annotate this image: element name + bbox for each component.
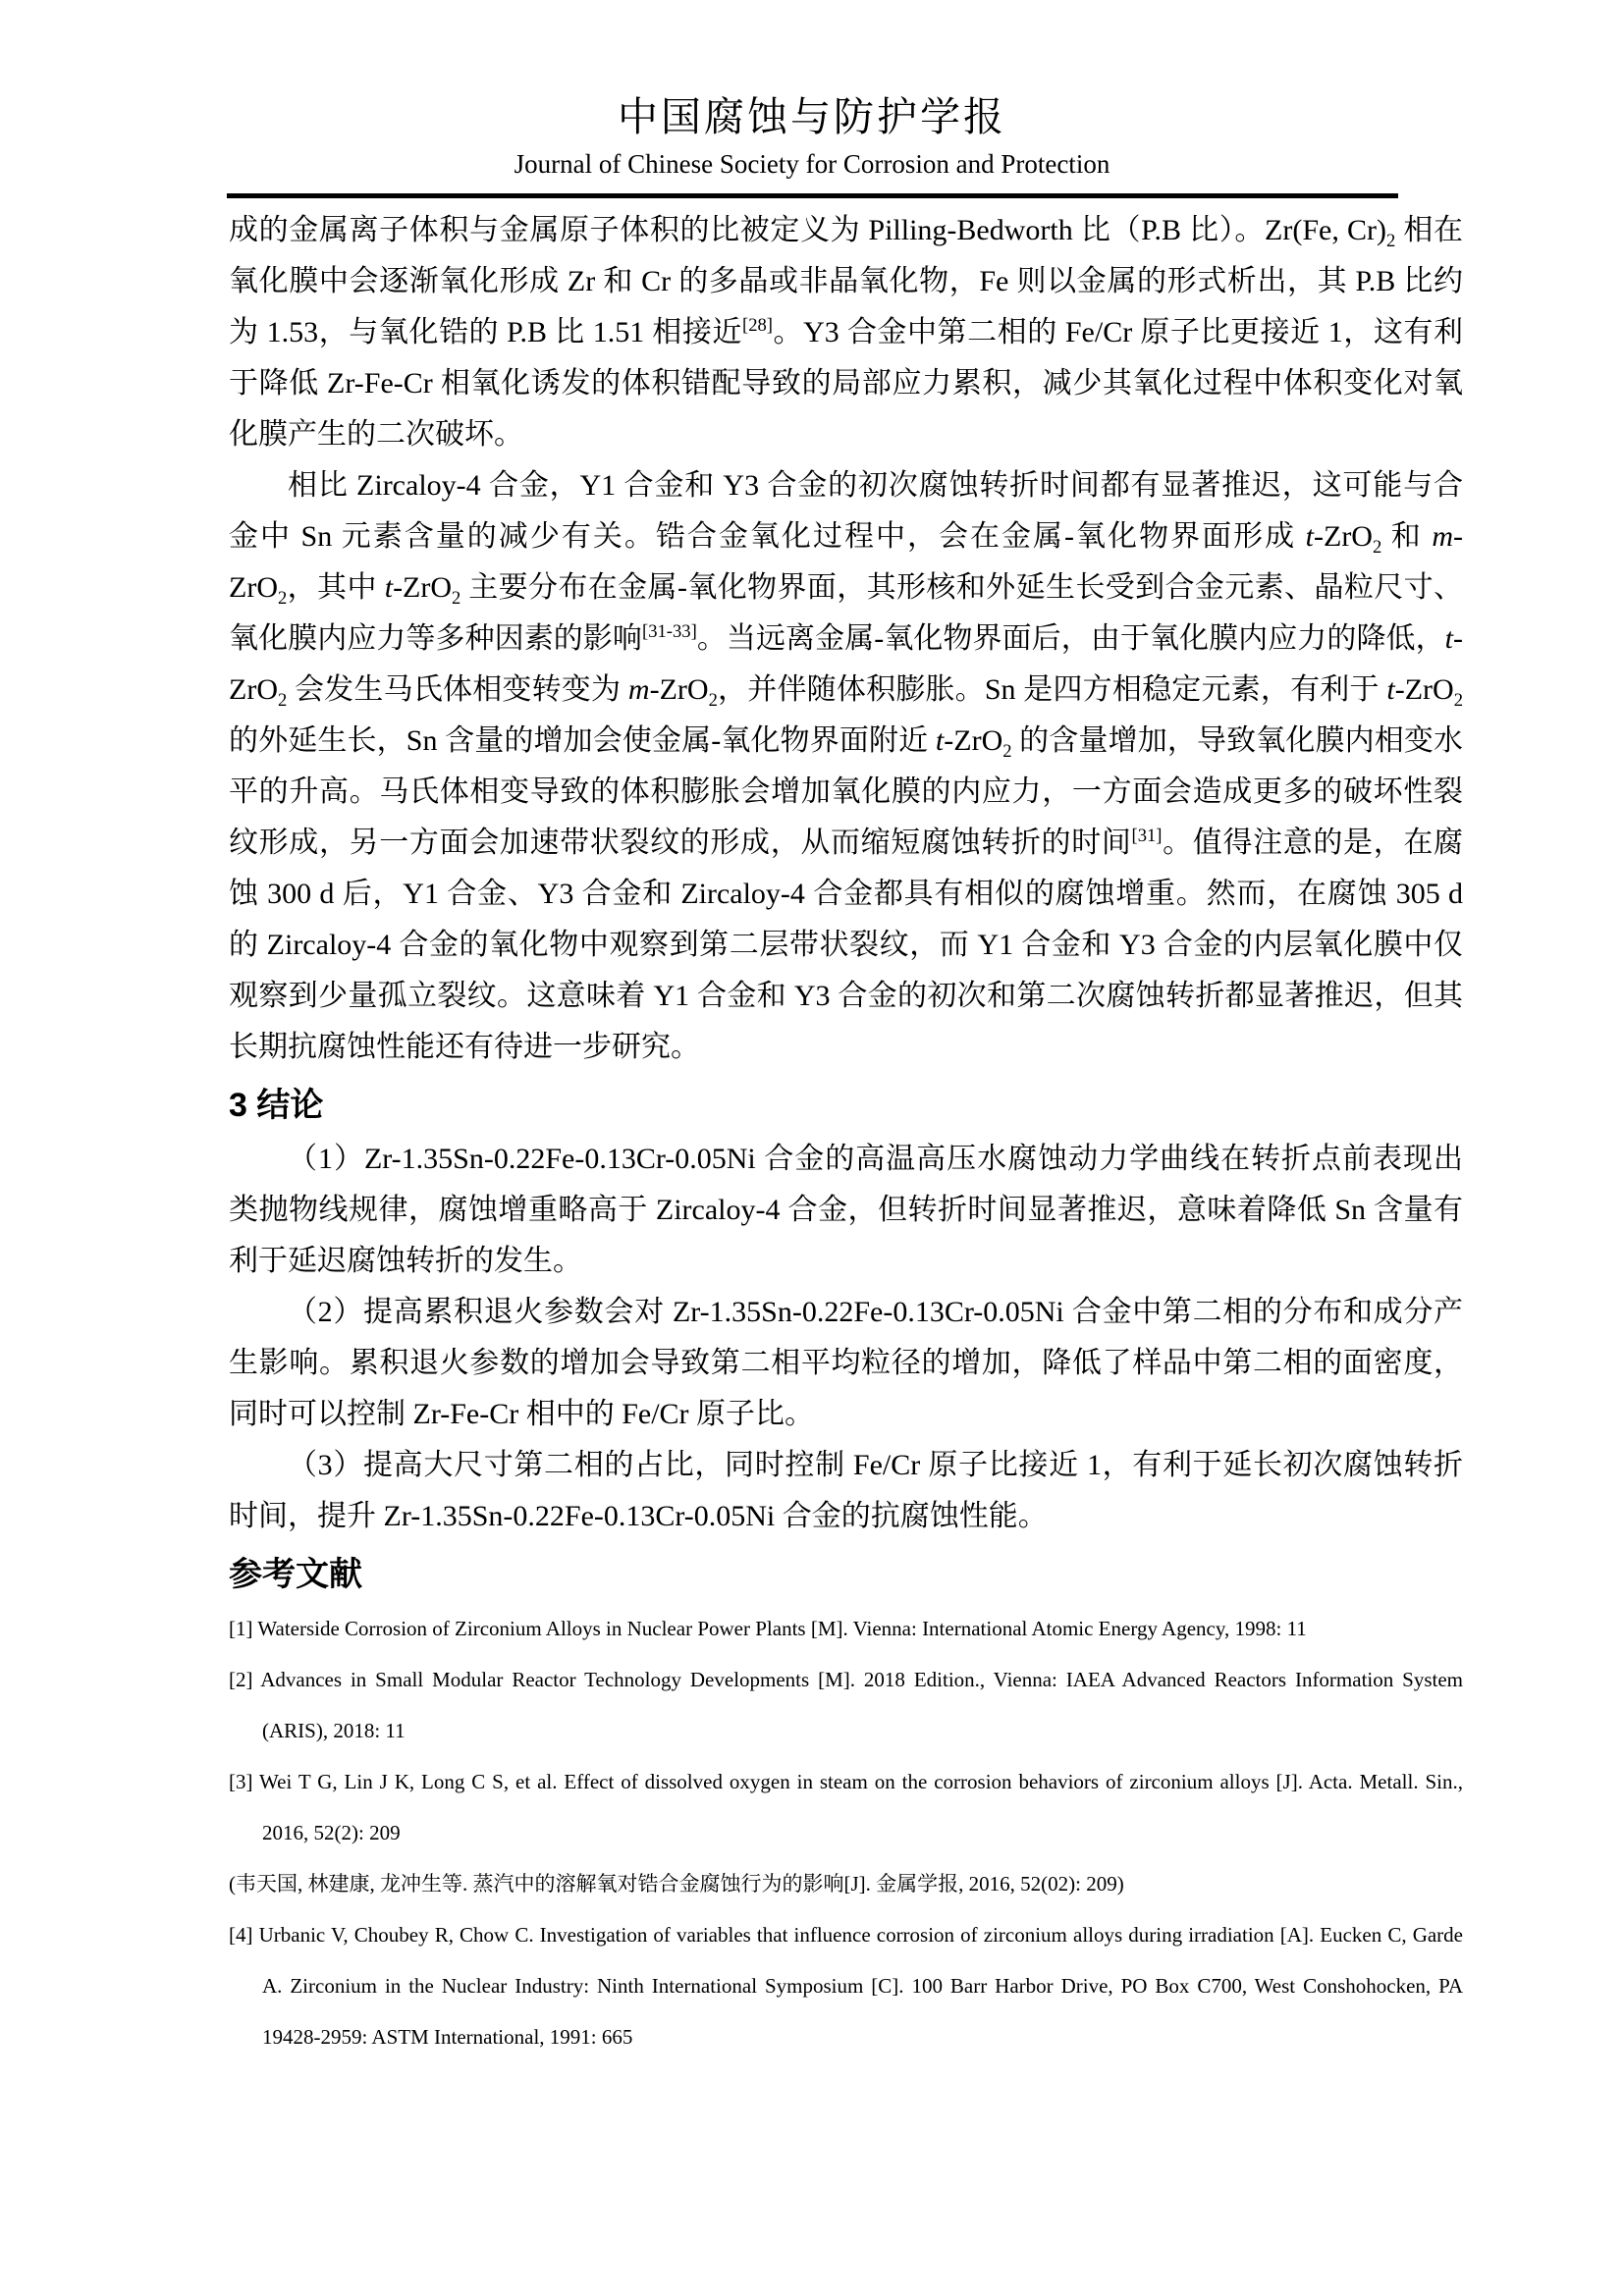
text-run: 会发生马氏体相变转变为 xyxy=(287,673,628,706)
sub-run: 2 xyxy=(277,588,288,609)
text-run: [4] Urbanic V, Choubey R, Chow C. Investigation of variables that influence corrosion of zirconium alloys during irradiation [A]. Eucken C, Garde A. Zirconium in the Nuclear Industry: Ninth International Symposium [C]. 100 Barr Harbor Drive, PO Box C700, West Conshohocken, PA 19428-2959: ASTM International, 1991: 665 xyxy=(229,1923,1463,2049)
sub-run: 2 xyxy=(1372,537,1382,558)
text-run: 。当远离金属-氧化物界面后，由于氧化膜内应力的降低， xyxy=(696,622,1445,655)
text-run: [2] Advances in Small Modular Reactor Technology Developments [M]. 2018 Edition., Vienna: IAEA Advanced Reactors Information System (ARIS), 2018: 11 xyxy=(229,1668,1463,1742)
reference-item xyxy=(229,1858,1463,1909)
text-run: 参考文献 xyxy=(229,1556,362,1593)
sub-run: 2 xyxy=(452,588,461,609)
text-run: -ZrO xyxy=(393,571,453,604)
text-run: （1）Zr-1.35Sn-0.22Fe-0.13Cr-0.05Ni 合金的高温高压水腐蚀动力学曲线在转折点前表现出类抛物线规律，腐蚀增重略高于 Zircaloy-4 合金，但转折时间显著推迟，意味着降低 Sn 含量有利于延迟腐蚀转折的发生。 xyxy=(229,1143,1463,1277)
text-run: -ZrO xyxy=(649,673,709,706)
text-run: [1] Waterside Corrosion of Zirconium Alloys in Nuclear Power Plants [M]. Vienna: International Atomic Energy Agency, 1998: 11 xyxy=(229,1617,1307,1640)
reference-item xyxy=(229,1909,1463,2062)
text-run: 的外延生长，Sn 含量的增加会使金属-氧化物界面附近 xyxy=(229,724,936,757)
text-run: -ZrO xyxy=(944,724,1003,757)
paragraph xyxy=(229,205,1463,460)
journal-header xyxy=(0,0,1624,181)
text-run: 的含量增加，导致氧化膜内相变水平的升高。马氏体相变导致的体积膨胀会增加氧化膜的内应力，一方面会造成更多的破坏性裂纹形成，另一方面会加速带状裂纹的形成，从而缩短腐蚀转折的时间 xyxy=(229,724,1463,859)
text-run: 主要分布在金属-氧化物界面，其形核和外延生长受到合金元素、晶粒尺寸、氧化膜内应力等多种因素的影响 xyxy=(229,571,1463,655)
paragraph xyxy=(229,460,1463,1073)
text-run: 相在氧化膜中会逐渐氧化形成 Zr 和 Cr 的多晶或非晶氧化物，Fe 则以金属的形式析出，其 P.B 比约为 1.53，与氧化锆的 P.B 比 1.51 相接近 xyxy=(229,214,1463,348)
text-run: -ZrO xyxy=(229,622,1464,706)
sub-run: 2 xyxy=(1002,741,1012,762)
section-heading xyxy=(229,1548,1463,1601)
i-run: t xyxy=(384,571,394,604)
sup-run: [28] xyxy=(742,315,773,336)
reference-item xyxy=(229,1756,1463,1858)
paragraph xyxy=(229,1134,1463,1287)
text-run: （2）提高累积退火参数会对 Zr-1.35Sn-0.22Fe-0.13Cr-0.05Ni 合金中第二相的分布和成分产生影响。累积退火参数的增加会导致第二相平均粒径的增加，降低了样品中第二相的面密度，同时可以控制 Zr-Fe-Cr 相中的 Fe/Cr 原子比。 xyxy=(229,1296,1463,1430)
text-run: （3）提高大尺寸第二相的占比，同时控制 Fe/Cr 原子比接近 1，有利于延长初次腐蚀转折时间，提升 Zr-1.35Sn-0.22Fe-0.13Cr-0.05Ni 合金的抗腐蚀性能。 xyxy=(229,1449,1463,1532)
document-body xyxy=(229,205,1463,2062)
journal-title-en: Journal of Chinese Society for Corrosion and Protection xyxy=(514,149,1110,179)
text-run: ，其中 xyxy=(287,571,385,604)
journal-title-zh: 中国腐蚀与防护学报 xyxy=(618,94,1006,139)
text-run: (韦天国, 林建康, 龙冲生等. 蒸汽中的溶解氧对锆合金腐蚀行为的影响[J]. 金属学报, 2016, 52(02): 209) xyxy=(229,1872,1124,1896)
text-run: 3 结论 xyxy=(229,1087,324,1124)
i-run: t xyxy=(1305,520,1314,553)
text-run: 。Y3 合金中第二相的 Fe/Cr 原子比更接近 1，这有利于降低 Zr-Fe-Cr 相氧化诱发的体积错配导致的局部应力累积，减少其氧化过程中体积变化对氧化膜产生的二次破坏。 xyxy=(229,316,1464,451)
i-run: m xyxy=(627,673,650,706)
paragraph xyxy=(229,1440,1463,1542)
sup-run: [31] xyxy=(1131,826,1163,846)
section-heading xyxy=(229,1079,1463,1132)
sup-run: [31-33] xyxy=(642,621,697,642)
reference-item xyxy=(229,1603,1463,1654)
text-run: -ZrO xyxy=(1394,673,1454,706)
text-run: [3] Wei T G, Lin J K, Long C S, et al. Effect of dissolved oxygen in steam on the corrosion behaviors of zirconium alloys [J]. Acta. Metall. Sin., 2016, 52(2): 209 xyxy=(229,1770,1463,1844)
sub-run: 2 xyxy=(277,690,288,711)
text-run: ，并伴随体积膨胀。Sn 是四方相稳定元素，有利于 xyxy=(717,673,1387,706)
text-run: -ZrO xyxy=(229,520,1463,604)
text-run: 和 xyxy=(1381,520,1433,553)
i-run: t xyxy=(1386,673,1395,706)
sub-run: 2 xyxy=(1453,690,1464,711)
text-run: -ZrO xyxy=(1314,520,1373,553)
i-run: t xyxy=(1444,622,1454,655)
sub-run: 2 xyxy=(1385,231,1396,251)
sub-run: 2 xyxy=(708,690,718,711)
text-run: 。值得注意的是，在腐蚀 300 d 后，Y1 合金、Y3 合金和 Zircaloy-4 合金都具有相似的腐蚀增重。然而，在腐蚀 305 d 的 Zircaloy-4 合金的氧化物中观察到第二层带状裂纹，而 Y1 合金和 Y3 合金的内层氧化膜中仅观察到少量孤立裂纹。这意味着 Y1 合金和 Y3 合金的初次和第二次腐蚀转折都显著推迟，但其长期抗腐蚀性能还有待进一步研究。 xyxy=(229,827,1464,1063)
text-run: 相比 Zircaloy-4 合金，Y1 合金和 Y3 合金的初次腐蚀转折时间都有显著推迟，这可能与合金中 Sn 元素含量的减少有关。锆合金氧化过程中，会在金属-氧化物界面形成 xyxy=(229,469,1463,553)
text-run: 成的金属离子体积与金属原子体积的比被定义为 Pilling-Bedworth 比（P.B 比）。Zr(Fe, Cr) xyxy=(229,214,1386,246)
i-run: t xyxy=(935,724,945,757)
header-rule-divider xyxy=(227,193,1398,198)
reference-item xyxy=(229,1654,1463,1756)
paragraph xyxy=(229,1287,1463,1440)
i-run: m xyxy=(1432,520,1453,553)
